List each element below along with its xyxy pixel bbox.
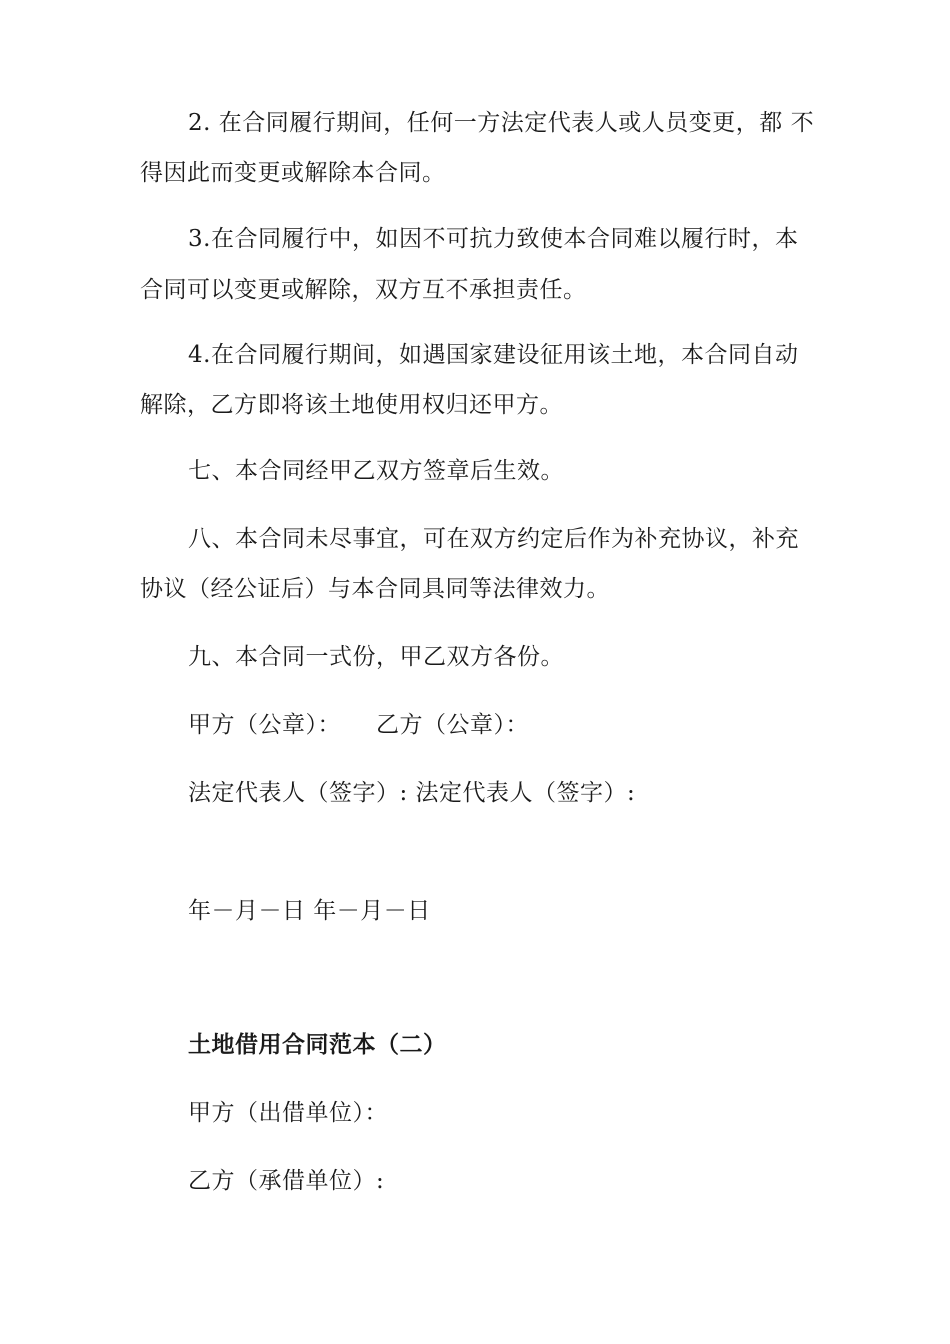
clause-2-line-2: 得因此而变更或解除本合同。 <box>140 160 446 186</box>
clause-4-line-2: 解除，乙方即将该土地使用权归还甲方。 <box>140 392 563 418</box>
section-2-title: 土地借用合同范本（二） <box>188 1031 447 1058</box>
article-8-line-1: 八、本合同未尽事宜，可在双方约定后作为补充协议，补充 <box>188 526 799 552</box>
lender-party-a: 甲方（出借单位）： <box>188 1100 388 1126</box>
clause-4-line-1: 4.在合同履行期间，如遇国家建设征用该土地，本合同自动 <box>188 342 799 368</box>
article-7: 七、本合同经甲乙双方签章后生效。 <box>188 458 564 484</box>
party-a-seal: 甲方（公章）： <box>188 712 341 738</box>
article-9: 九、本合同一式份，甲乙双方各份。 <box>188 644 564 670</box>
clause-3-line-1: 3.在合同履行中，如因不可抗力致使本合同难以履行时，本 <box>188 226 799 252</box>
clause-2-line-1: 2. 在合同履行期间，任何一方法定代表人或人员变更，都 不 <box>188 110 815 136</box>
legal-representative-signatures: 法定代表人（签字）: 法定代表人（签字）: <box>188 780 636 806</box>
clause-3-line-2: 合同可以变更或解除，双方互不承担责任。 <box>140 277 587 303</box>
article-8-line-2: 协议（经公证后）与本合同具同等法律效力。 <box>140 576 610 602</box>
signature-dates: 年－月－日 年－月－日 <box>188 898 431 924</box>
borrower-party-b: 乙方（承借单位）: <box>188 1168 385 1194</box>
party-b-seal: 乙方（公章）： <box>376 712 529 738</box>
